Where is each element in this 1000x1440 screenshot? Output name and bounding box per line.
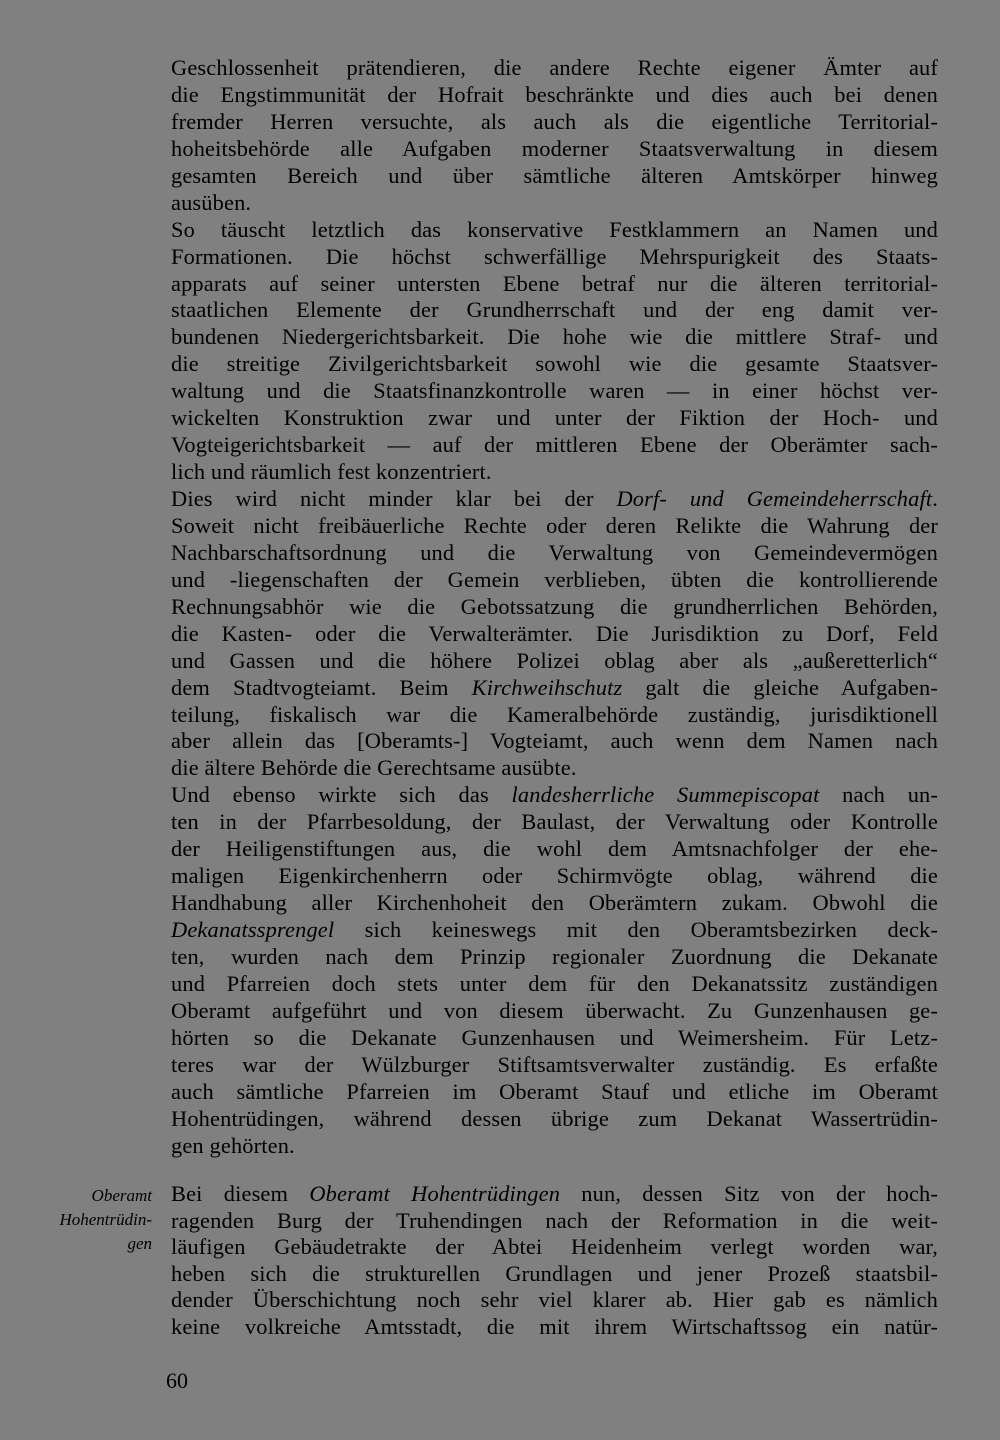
text-line: [171, 728, 938, 755]
line-text: und Gassen und die höhere Polizei oblag aber als „außeretterlich“: [171, 647, 938, 673]
line-text: dem Stadtvogteiamt. Beim: [171, 674, 472, 700]
line-text: apparats auf seiner untersten Ebene betraf nur die älteren territorial-: [171, 270, 938, 296]
line-text: läufigen Gebäudetrakte der Abtei Heidenheim verlegt worden war,: [171, 1234, 938, 1260]
line-text: Hohentrüdingen, während dessen übrige zum Dekanat Wassertrüdin-: [171, 1105, 938, 1131]
text-line: [171, 1106, 938, 1133]
line-text: gen gehörten.: [171, 1132, 295, 1158]
text-line: [171, 297, 938, 324]
line-text: die Kasten- oder die Verwalterämter. Die Jurisdiktion zu Dorf, Feld: [171, 620, 938, 646]
line-text: wickelten Konstruktion zwar und unter der Fiktion der Hoch- und: [171, 405, 938, 431]
text-line: [171, 459, 938, 486]
line-text: Bei diesem: [171, 1181, 310, 1206]
text-line: [171, 136, 938, 163]
line-text: lich und räumlich fest konzentriert.: [171, 459, 492, 485]
line-text: keine volkreiche Amtsstadt, die mit ihrem Wirtschaftssog ein natür-: [171, 1313, 938, 1339]
text-line: [171, 1287, 938, 1314]
line-text: und -liegenschaften der Gemein verblieben, übten die kontrollierende: [171, 566, 938, 592]
text-line: [171, 217, 938, 244]
section-paragraph: [171, 1181, 938, 1341]
line-text: Rechnungsabhör wie die Gebotssatzung die grundherrlichen Behörden,: [171, 593, 938, 619]
text-line: [171, 567, 938, 594]
margin-note: [20, 1184, 152, 1256]
text-line: [171, 244, 938, 271]
text-line: [171, 1133, 938, 1160]
line-text: bundenen Niedergerichtsbarkeit. Die hohe wie die mittlere Straf- und: [171, 324, 938, 350]
line-text-after: .: [932, 486, 938, 511]
text-line: [171, 890, 938, 917]
text-line: [171, 998, 938, 1025]
page-number: 60: [166, 1368, 188, 1393]
text-line: [171, 82, 938, 109]
text-line: [171, 917, 938, 944]
margin-note-line: Hohentrüdin-: [59, 1210, 152, 1229]
line-text: heben sich die strukturellen Grundlagen und jener Prozeß staatsbil-: [171, 1260, 938, 1286]
line-text: waltung und die Staatsfinanzkontrolle waren — in einer höchst ver-: [171, 378, 938, 404]
line-text: staatlichen Elemente der Grundherrschaft und der eng damit ver-: [171, 297, 938, 323]
text-line: [171, 944, 938, 971]
text-line: [171, 513, 938, 540]
line-text: die streitige Zivilgerichtsbarkeit sowohl wie die gesamte Staatsver-: [171, 351, 938, 377]
line-text: ten in der Pfarrbesoldung, der Baulast, der Verwaltung oder Kontrolle: [171, 809, 938, 835]
text-line: [171, 1261, 938, 1288]
line-text-after: nun, dessen Sitz von der hoch-: [560, 1181, 938, 1206]
line-text-after: nach un-: [819, 782, 938, 808]
text-line: [171, 1234, 938, 1261]
text-line: [171, 190, 938, 217]
line-text: teres war der Wülzburger Stiftsamtsverwalter zuständig. Es erfaßte: [171, 1051, 938, 1077]
line-text: Und ebenso wirkte sich das: [171, 782, 512, 808]
line-text: maligen Eigenkirchenherrn oder Schirmvögte oblag, während die: [171, 863, 938, 889]
text-line: [171, 1208, 938, 1235]
italic-term: Dorf- und Gemeindeherrschaft: [616, 486, 933, 511]
line-text-after: sich keineswegs mit den Oberamtsbezirken deck-: [334, 917, 938, 942]
line-text: ragenden Burg der Truhendingen nach der Reformation in die weit-: [171, 1207, 938, 1233]
text-line: [171, 836, 938, 863]
text-line: [171, 755, 938, 782]
italic-term: Kirchweihschutz: [471, 674, 623, 700]
line-text: Oberamt aufgeführt und von diesem überwacht. Zu Gunzenhausen ge-: [171, 997, 938, 1023]
text-line: [171, 271, 938, 298]
text-line: [171, 648, 938, 675]
text-line: [171, 55, 938, 82]
line-text: dender Überschichtung noch sehr viel klarer ab. Hier gab es nämlich: [171, 1287, 938, 1313]
line-text: Dies wird nicht minder klar bei der: [171, 486, 617, 511]
line-text: auch sämtliche Pfarreien im Oberamt Stauf und etliche im Oberamt: [171, 1078, 938, 1104]
line-text: So täuscht letztlich das konservative Festklammern an Namen und: [171, 216, 938, 242]
line-text: Geschlossenheit prätendieren, die andere Rechte eigener Ämter auf: [171, 55, 938, 80]
line-text: hoheitsbehörde alle Aufgaben moderner Staatsverwaltung in diesem: [171, 135, 938, 161]
text-line: [171, 675, 938, 702]
line-text: aber allein das [Oberamts-] Vogteiamt, auch wenn dem Namen nach: [171, 728, 938, 754]
margin-note-line: Oberamt: [91, 1186, 152, 1205]
line-text: Handhabung aller Kirchenhoheit den Oberämtern zukam. Obwohl die: [171, 890, 938, 916]
line-text: und Pfarreien doch stets unter dem für den Dekanatssitz zuständigen: [171, 970, 938, 996]
line-text: fremder Herren versuchte, als auch als die eigentliche Territorial-: [171, 108, 938, 134]
text-line: [171, 702, 938, 729]
line-text: Nachbarschaftsordnung und die Verwaltung von Gemeindevermögen: [171, 539, 938, 565]
text-line: [171, 1181, 938, 1208]
text-line: [171, 1025, 938, 1052]
text-line: [171, 621, 938, 648]
text-line: [171, 486, 938, 513]
line-text: hörten so die Dekanate Gunzenhausen und Weimersheim. Für Letz-: [171, 1024, 938, 1050]
text-line: [171, 1052, 938, 1079]
text-line: [171, 324, 938, 351]
italic-term: Dekanatssprengel: [171, 917, 335, 942]
text-line: [171, 1079, 938, 1106]
line-text: Soweit nicht freibäuerliche Rechte oder deren Relikte die Wahrung der: [171, 512, 938, 538]
line-text: Formationen. Die höchst schwerfällige Mehrspurigkeit des Staats-: [171, 243, 938, 269]
main-paragraphs: [171, 55, 938, 1159]
text-line: [171, 351, 938, 378]
line-text: teilung, fiskalisch war die Kameralbehörde zuständig, jurisdiktionell: [171, 701, 938, 727]
line-text: Vogteigerichtsbarkeit — auf der mittleren Ebene der Oberämter sach-: [171, 432, 938, 458]
line-text: ausüben.: [171, 189, 252, 215]
text-line: [171, 863, 938, 890]
text-line: [171, 594, 938, 621]
line-text-after: galt die gleiche Aufgaben-: [622, 674, 938, 700]
line-text: die Engstimmunität der Hofrait beschränkte und dies auch bei denen: [171, 81, 938, 107]
text-line: [171, 432, 938, 459]
margin-note-line: gen: [127, 1234, 152, 1253]
text-line: [171, 109, 938, 136]
line-text: gesamten Bereich und über sämtliche älteren Amtskörper hinweg: [171, 162, 938, 188]
text-line: [171, 378, 938, 405]
italic-term: landesherrliche Summepiscopat: [511, 782, 820, 808]
text-line: [171, 971, 938, 998]
text-line: [171, 809, 938, 836]
text-line: [171, 782, 938, 809]
text-line: [171, 1314, 938, 1341]
text-line: [171, 540, 938, 567]
italic-term: Oberamt Hohentrüdingen: [309, 1181, 561, 1206]
line-text: der Heiligenstiftungen aus, die wohl dem Amtsnachfolger der ehe-: [171, 836, 938, 862]
text-line: [171, 405, 938, 432]
line-text: ten, wurden nach dem Prinzip regionaler Zuordnung die Dekanate: [171, 943, 938, 969]
text-line: [171, 163, 938, 190]
line-text: die ältere Behörde die Gerechtsame ausübte.: [171, 755, 577, 781]
